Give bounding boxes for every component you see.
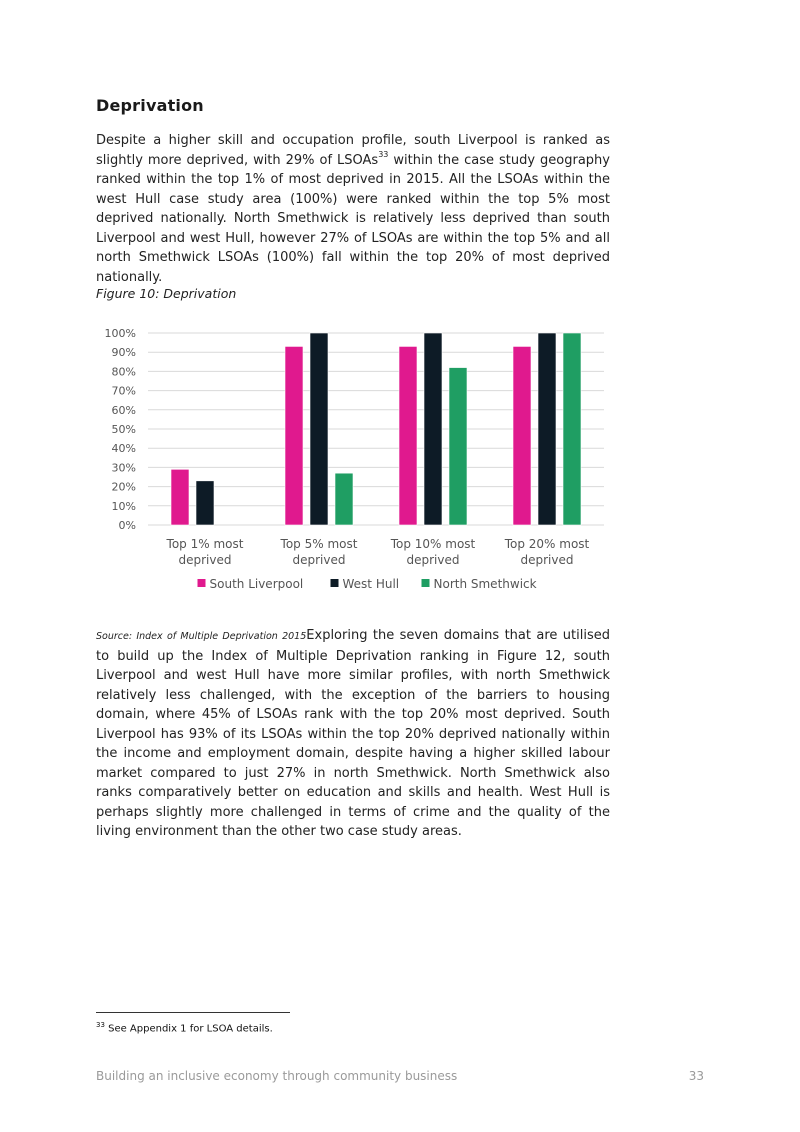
bar [424,333,442,525]
bar [196,481,214,525]
x-category-label: deprived [520,553,574,567]
bar [399,346,417,525]
paragraph-text-start: Despite a higher skill and occupation profile, south Liverpool is ranked as slightly more deprived, with 29% of LSOAs [96,133,610,168]
y-tick-label: 70% [111,384,136,398]
x-category-label: Top 1% most [166,537,244,551]
y-tick-label: 20% [111,480,136,494]
y-tick-label: 90% [111,346,136,360]
x-category-label: deprived [292,553,346,567]
x-category-label: Top 10% most [390,537,476,551]
page-number: 33 [688,1069,704,1083]
y-tick-label: 100% [104,327,136,340]
bar [563,333,581,525]
bar [449,368,467,525]
x-category-label: Top 20% most [504,537,590,551]
y-tick-label: 30% [111,461,136,475]
footnote-divider [96,1012,290,1013]
source-note: Source: Index of Multiple Deprivation 2015 [96,631,307,642]
legend-label: South Liverpool [209,577,304,591]
y-tick-label: 10% [111,499,136,513]
legend-swatch [198,579,206,587]
intro-paragraph [96,131,610,287]
y-tick-label: 80% [111,365,136,379]
x-category-label: deprived [406,553,460,567]
footnote [96,1021,273,1034]
section-heading: Deprivation [96,96,204,115]
figure-caption: Figure 10: Deprivation [96,286,237,301]
y-tick-label: 50% [111,423,136,436]
paragraph-text-end: within the case study geography ranked within the top 1% of most deprived in 2015. All the LSOAs within the west Hull case study area (100%) were ranked within the top 5% most deprived nationally. North Smethwick is relatively less deprived than south Liverpool and west Hull, however 27% of LSOAs are within the top 5% and all north Smethwick LSOAs (100%) fall within the top 20% of most deprived nationally. [96,152,610,285]
bar [171,469,189,525]
footer-title: Building an inclusive economy through community business [96,1069,458,1083]
legend-label: North Smethwick [433,577,537,591]
bar [538,333,556,525]
footnote-number: 33 [96,1021,105,1029]
x-category-label: Top 5% most [280,537,358,551]
footnote-reference[interactable]: 33 [378,150,389,160]
legend-label: West Hull [342,577,400,591]
x-category-label: deprived [178,553,232,567]
deprivation-bar-chart [90,318,620,603]
bar [335,473,353,525]
legend-swatch [331,579,339,587]
analysis-text: Exploring the seven domains that are utilised to build up the Index of Multiple Deprivation ranking in Figure 12, south Liverpool and west Hull have more similar profiles, with north Smethwick relatively less challenged, with the exception of the barriers to housing domain, where 45% of LSOAs rank with the top 20% most deprived. South Liverpool has 93% of its LSOAs within the top 20% deprived nationally within the income and employment domain, despite having a higher skilled labour market compared to just 27% in north Smethwick. North Smethwick also ranks comparatively better on education and skills and health. West Hull is perhaps slightly more challenged in terms of crime and the quality of the living environment than the other two case study areas. [96,628,610,839]
bar [285,346,303,525]
bar [513,346,531,525]
y-tick-label: 0% [118,519,136,532]
analysis-paragraph [96,626,610,842]
y-tick-label: 40% [111,442,136,456]
bar [310,333,328,525]
y-tick-label: 60% [111,403,136,417]
legend-swatch [422,579,430,587]
footnote-text: See Appendix 1 for LSOA details. [104,1023,273,1035]
